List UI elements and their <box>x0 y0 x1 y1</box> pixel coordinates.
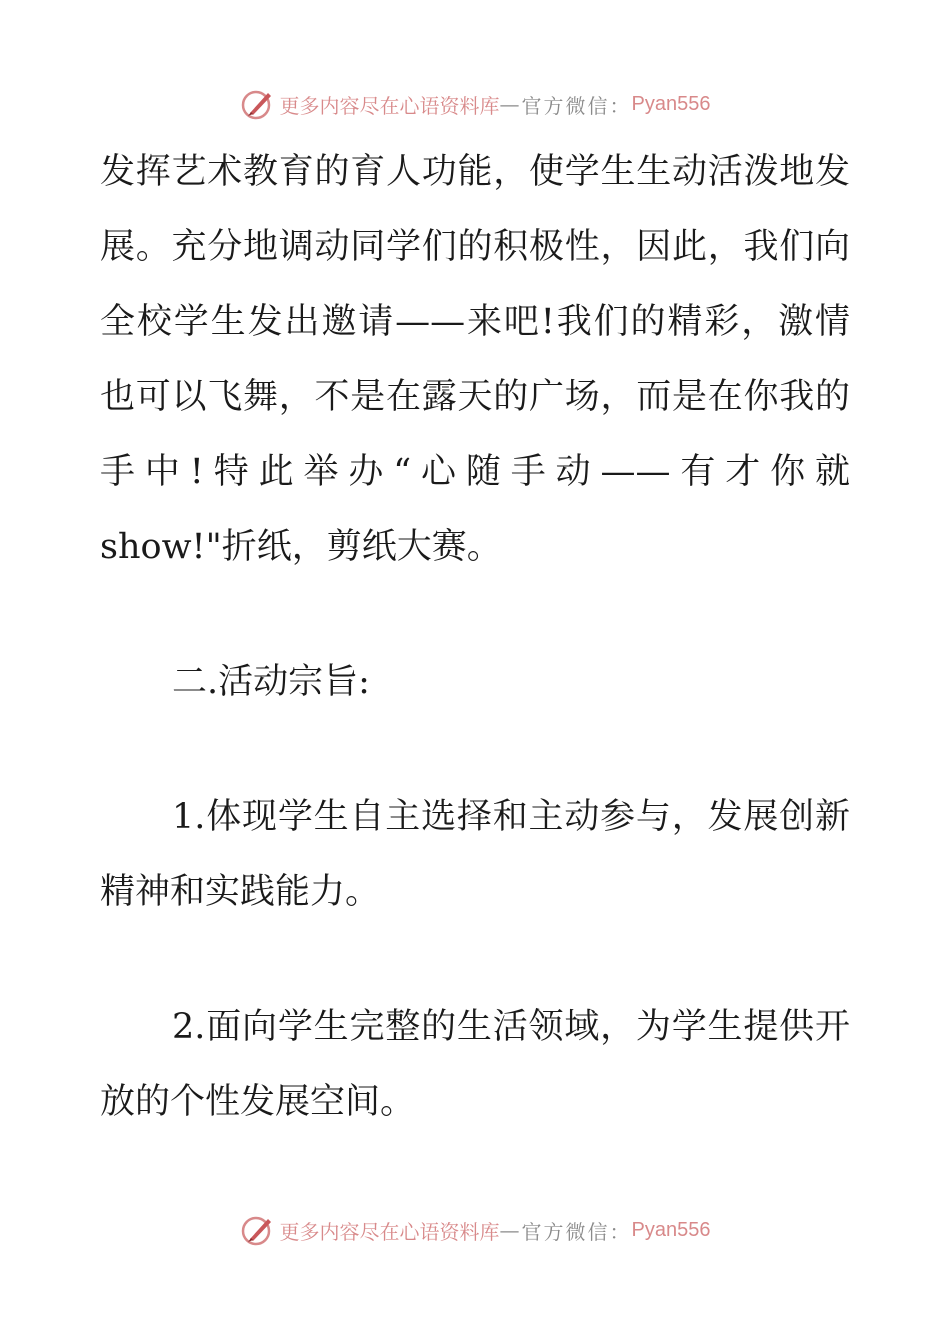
paragraph-line: show!"折纸，剪纸大赛。 <box>100 527 502 567</box>
watermark-wechat-id: Pyan556 <box>631 1218 711 1241</box>
list-item-line: 2.面向学生完整的生活领域，为学生提供开 <box>172 1007 850 1047</box>
paragraph-line: 展。充分地调动同学们的积极性，因此，我们向 <box>100 227 850 267</box>
document-body <box>100 140 850 1145</box>
list-item-line: 放的个性发展空间。 <box>100 1082 416 1122</box>
list-item-line: 精神和实践能力。 <box>100 872 381 912</box>
watermark-wechat-label: 官方微信： <box>521 1219 632 1244</box>
quill-logo-icon <box>240 87 276 121</box>
paragraph-line: 也可以飞舞，不是在露天的广场，而是在你我的 <box>100 377 850 417</box>
paragraph-line: 全校学生发出邀请——来吧!我们的精彩，激情 <box>100 302 850 342</box>
list-item-line: 1.体现学生自主选择和主动参与，发展创新 <box>172 797 850 837</box>
footer-watermark <box>0 1210 950 1250</box>
watermark-dash: — <box>499 92 522 116</box>
watermark-wechat-id: Pyan556 <box>631 92 711 115</box>
header-watermark <box>0 84 950 124</box>
section-heading: 二.活动宗旨: <box>172 662 370 702</box>
paragraph-line: 发挥艺术教育的育人功能，使学生生动活泼地发 <box>100 152 850 192</box>
watermark-dash: — <box>499 1218 522 1242</box>
watermark-wechat-label: 官方微信： <box>521 93 632 118</box>
watermark-brand-text: 更多内容尽在心语资料库 <box>279 93 500 118</box>
quill-logo-icon <box>240 1213 276 1247</box>
watermark-brand-text: 更多内容尽在心语资料库 <box>279 1219 500 1244</box>
paragraph-line: 手中!特此举办“心随手动——有才你就 <box>100 452 850 492</box>
